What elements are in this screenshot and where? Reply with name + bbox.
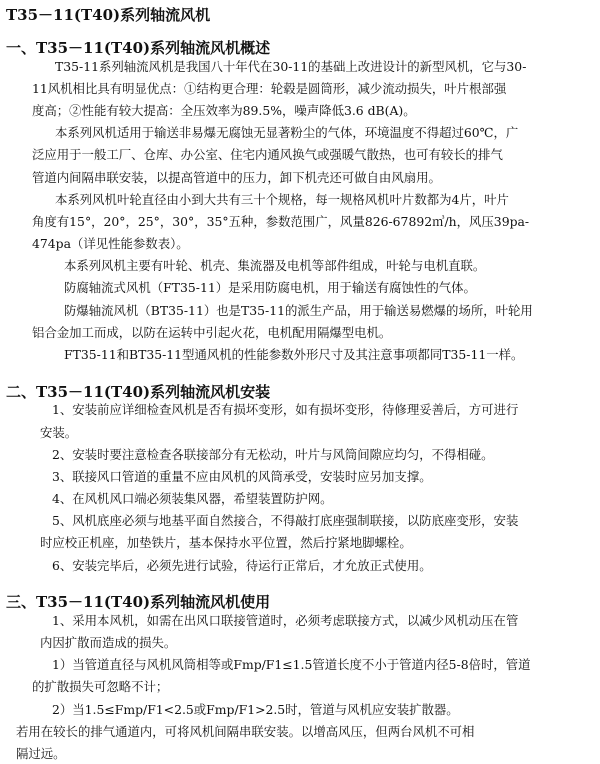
paragraph-line: 本系列风机叶轮直径由小到大共有三十个规格，每一规格风机叶片数都为4片，叶片 bbox=[55, 191, 509, 207]
paragraph-line: 5、风机底座必须与地基平面自然接合，不得敲打底座强制联接，以防底座变形，安装 bbox=[52, 513, 519, 529]
paragraph-line: 铝合金加工而成，以防在运转中引起火花，电机配用隔爆型电机。 bbox=[32, 324, 392, 340]
paragraph-line: 度高；②性能有较大提高：全压效率为89.5%，噪声降低3.6 dB(A)。 bbox=[32, 103, 416, 119]
paragraph-line: 防腐轴流式风机（FT35-11）是采用防腐电机，用于输送有腐蚀性的气体。 bbox=[64, 280, 476, 296]
paragraph-line: 管道内间隔串联安装，以提高管道中的压力，卸下机壳还可做自由风扇用。 bbox=[32, 169, 441, 185]
paragraph-line: 3、联接风口管道的重量不应由风机的风筒承受，安装时应另加支撑。 bbox=[52, 468, 432, 484]
paragraph-line: 防爆轴流风机（BT35-11）也是T35-11的派生产品，用于输送易燃爆的场所，叶轮用 bbox=[64, 302, 533, 318]
paragraph-line: 时应校正机座，加垫铁片，基本保持水平位置，然后拧紧地脚螺栓。 bbox=[40, 535, 412, 551]
paragraph-line: 2、安装时要注意检查各联接部分有无松动，叶片与风筒间隙应均匀，不得相碰。 bbox=[52, 446, 494, 462]
paragraph-line: 的扩散损失可忽略不计； bbox=[32, 679, 169, 695]
paragraph-line: 本系列风机主要有叶轮、机壳、集流器及电机等部件组成，叶轮与电机直联。 bbox=[64, 258, 486, 274]
paragraph-line: 1）当管道直径与风机风筒相等或Fmp/F1≤1.5管道长度不小于管道内径5-8倍时，管道 bbox=[52, 657, 531, 673]
paragraph-line: T35-11系列轴流风机是我国八十年代在30-11的基础上改进设计的新型风机，它与30- bbox=[55, 58, 527, 74]
paragraph-line: 本系列风机适用于输送非易爆无腐蚀无显著粉尘的气体，环境温度不得超过60℃，广 bbox=[55, 125, 519, 141]
paragraph-line: 隔过远。 bbox=[16, 746, 66, 761]
paragraph-line: 安装。 bbox=[40, 424, 78, 440]
paragraph-line: 2）当1.5≤Fmp/F1<2.5或Fmp/F1>2.5时，管道与风机应安装扩散器。 bbox=[52, 701, 459, 717]
paragraph-line: 内因扩散而造成的损失。 bbox=[40, 635, 177, 651]
paragraph-line: 4、在风机风口端必须装集风器，希望装置防护网。 bbox=[52, 491, 333, 507]
section-heading-installation: 二、T35－11(T40)系列轴流风机安装 bbox=[6, 382, 271, 401]
paragraph-line: 6、安装完毕后，必须先进行试验，待运行正常后，才允放正式使用。 bbox=[52, 557, 432, 573]
paragraph-line: 泛应用于一般工厂、仓库、办公室、住宅内通风换气或强暖气散热，也可有较长的排气 bbox=[32, 147, 503, 163]
paragraph-line: 1、采用本风机，如需在出风口联接管道时，必须考虑联接方式，以减少风机动压在管 bbox=[52, 612, 519, 628]
paragraph-line: 11风机相比具有明显优点：①结构更合理：轮毂是圆筒形，减少流动损失，叶片根部强 bbox=[32, 80, 507, 96]
paragraph-line: 474pa（详见性能参数表）。 bbox=[32, 236, 189, 252]
paragraph-line: 角度有15°，20°，25°，30°，35°五种，参数范围广，风量826-67892㎥/h，风压39pa- bbox=[32, 213, 530, 229]
section-heading-usage: 三、T35－11(T40)系列轴流风机使用 bbox=[6, 593, 271, 612]
document-title: T35－11(T40)系列轴流风机 bbox=[6, 5, 211, 24]
paragraph-line: FT35-11和BT35-11型通风机的性能参数外形尺寸及其注意事项都同T35-11一样。 bbox=[64, 346, 524, 362]
paragraph-line: 若用在较长的排气通道内，可将风机间隔串联安装。以增高风压，但两台风机不可相 bbox=[16, 723, 475, 739]
paragraph-line: 1、安装前应详细检查风机是否有损坏变形，如有损坏变形，待修理妥善后，方可进行 bbox=[52, 402, 519, 418]
section-heading-overview: 一、T35－11(T40)系列轴流风机概述 bbox=[6, 38, 271, 57]
